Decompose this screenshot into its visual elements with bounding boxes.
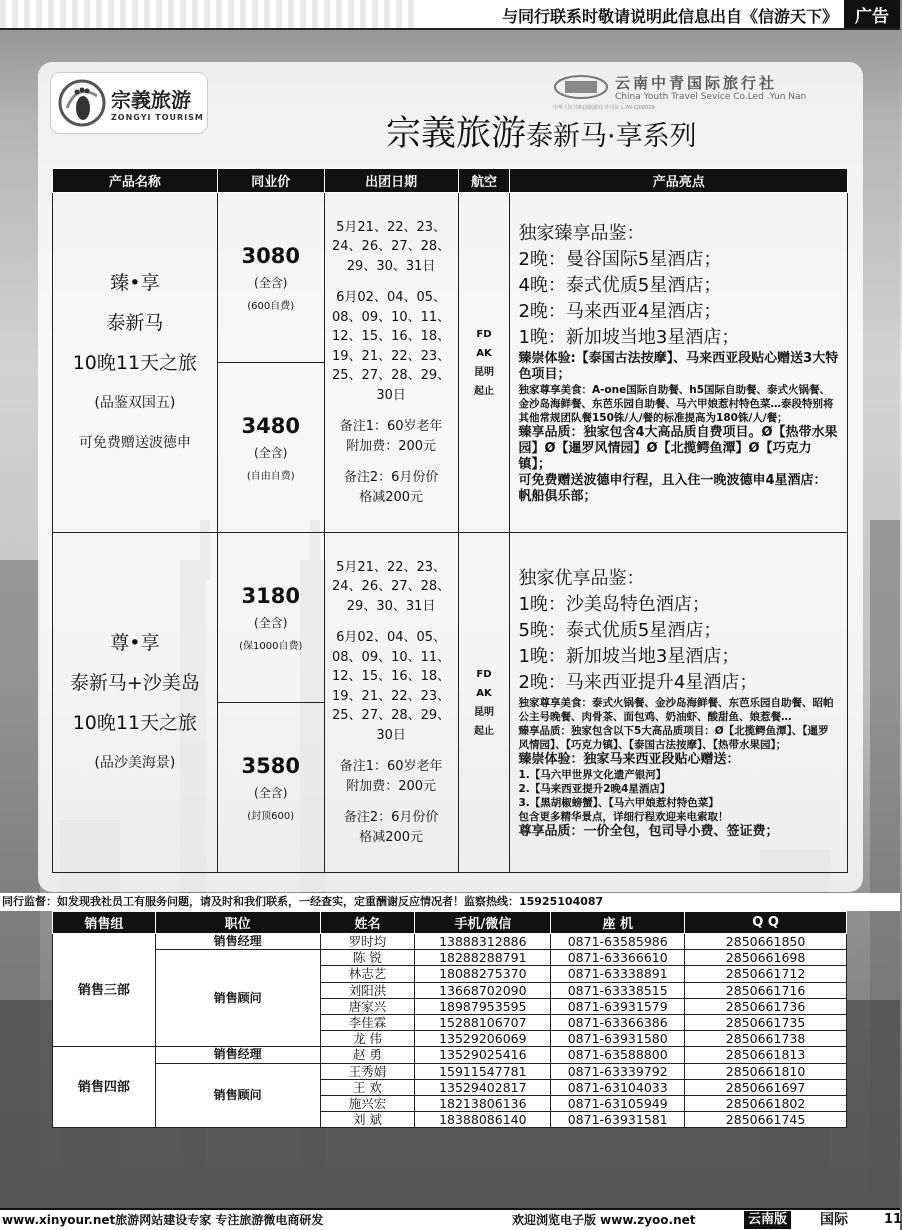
highlight-hotel: 1晚：沙美岛特色酒店； [518,593,710,615]
price-note: (全含) [254,785,288,800]
qq-cell: 2850661850 [685,934,847,950]
qq-cell: 2850661810 [685,1063,847,1079]
mobile-cell: 18288288791 [415,950,551,966]
date-line: 29、30、31日 [346,598,436,614]
price-note: (全含) [254,615,288,630]
price-cell [217,193,324,363]
remark-line: 格减200元 [359,489,424,505]
name-cell: 施兴宏 [320,1095,415,1111]
airline-line: AK [476,347,492,359]
airline-cell [458,533,510,873]
phone-cell: 0871-63931579 [551,998,685,1014]
mobile-cell: 13529402817 [415,1079,551,1095]
price-value: 3180 [241,583,300,608]
qq-cell: 2850661716 [685,982,847,998]
role-cell: 销售经理 [155,934,320,950]
qq-cell: 2850661738 [685,1031,847,1047]
product-name-line: 泰新马 [106,311,164,334]
footprint-globe-icon [57,78,107,128]
remark-line: 附加费：200元 [346,778,437,794]
remark-line: 备注2：6月份价 [343,810,439,826]
mobile-cell: 13529206069 [415,1031,551,1047]
date-line: 12、15、16、18、 [332,669,451,685]
mobile-cell: 18987953595 [415,998,551,1014]
table-row [53,1047,847,1063]
dates-cell [324,193,458,533]
header-dept: 销售组 [53,912,156,934]
agency-license: 中华人民共和国旅游局 许可证 L-YN-CJ00019 [553,105,655,111]
mobile-cell: 13668702090 [415,982,551,998]
header-qq: Q Q [685,912,847,934]
product-name-cell [53,533,218,873]
product-name-line: 可免费赠送波德申 [78,434,191,451]
product-name-line: 尊•享 [110,631,160,654]
name-cell: 王秀娟 [320,1063,415,1079]
highlight-detail: 3.【黑胡椒螃蟹】、【马六甲娘惹村特色菜】 [518,796,719,809]
banner-pattern [0,0,420,28]
name-cell: 林志艺 [320,966,415,982]
top-banner [0,0,900,30]
product-table-header [53,169,848,193]
section-label: 国际 [820,1212,848,1228]
highlight-detail: 臻崇体验:【泰国古法按摩】、马来西亚段贴心赠送3大特色项目； [518,350,839,382]
highlight-detail: 臻崇体验：独家马来西亚段贴心赠送： [518,751,740,767]
date-line: 24、26、27、28、 [332,579,451,595]
header-role: 职位 [155,912,320,934]
ad-tag: 广告 [844,0,900,28]
mobile-cell: 18213806136 [415,1095,551,1111]
date-line: 19、21、22、23、 [332,688,451,704]
remark-line: 备注1：60岁老年 [339,419,443,435]
date-line: 19、21、22、23、 [332,348,451,364]
table-row [53,934,847,950]
highlight-hotel: 5晚：泰式优质5星酒店； [518,619,722,641]
phone-cell: 0871-63339792 [551,1063,685,1079]
header-phone: 座 机 [551,912,685,934]
header-mobile: 手机/微信 [415,912,551,934]
page-title [386,106,697,156]
header-highlights: 产品亮点 [510,169,848,193]
date-line: 08、09、10、11、 [332,309,451,325]
price-note: (全含) [254,445,288,460]
product-row [53,533,848,703]
mobile-cell: 18088275370 [415,966,551,982]
name-cell: 陈 锐 [320,950,415,966]
highlights-cell [510,533,848,873]
highlight-end: 可免费赠送波德申行程，且入住一晚波德申4星酒店：帆船俱乐部； [518,472,827,504]
phone-cell: 0871-63105949 [551,1095,685,1111]
header-price: 同业价 [217,169,324,193]
price-extra: (自由自费) [246,470,295,482]
airline-line: 昆明 [473,366,494,378]
product-table [52,168,848,873]
page-number: 11 [884,1212,902,1227]
date-line: 25、27、28、29、 [332,368,451,384]
contact-table-header [53,912,847,934]
product-name-cell [53,193,218,533]
airline-line: 昆明 [473,706,494,718]
remark-line: 备注2：6月份价 [343,470,439,486]
product-name-line: 臻•享 [110,271,160,294]
highlight-hotel: 2晚：马来西亚提升4星酒店； [518,671,758,693]
date-line: 30日 [376,727,406,743]
date-line: 08、09、10、11、 [332,649,451,665]
mobile-cell: 18388086140 [415,1112,551,1128]
price-extra: (保1000自费) [239,640,303,652]
name-cell: 罗时均 [320,934,415,950]
name-cell: 刘 斌 [320,1112,415,1128]
highlight-hotel: 2晚：曼谷国际5星酒店； [518,248,722,270]
logo-text-en: ZONGYI TOURISM [111,113,204,122]
highlight-end: 尊享品质：一价全包，包司导小费、签证费； [518,823,779,839]
airline-line: 起止 [473,725,494,737]
highlight-detail: 独家尊享美食：A-one国际自助餐、h5国际自助餐、泰式火锅餐、金沙岛海鲜餐、东芭乐园自助餐、马六甲娘惹村特色菜…泰段特别将其他常规团队餐150铢/人/餐的标准提高为180铢/人/餐； [518,383,834,424]
name-cell: 赵 勇 [320,1047,415,1063]
product-panel [38,62,863,892]
phone-cell: 0871-63366610 [551,950,685,966]
highlight-detail: 独家尊享美食：泰式火锅餐、金沙岛海鲜餐、东芭乐园自助餐、昭帕公主号晚餐、肉骨茶、面包鸡、奶油虾、酸甜鱼、娘惹餐… [518,696,834,723]
table-row [53,1063,847,1079]
header-product-name: 产品名称 [53,169,218,193]
phone-cell: 0871-63338891 [551,966,685,982]
mobile-cell: 15288106707 [415,1014,551,1030]
qq-cell: 2850661813 [685,1047,847,1063]
highlight-detail: 2.【马来西亚提升2晚4星酒店】 [518,782,671,795]
role-cell: 销售经理 [155,1047,320,1063]
footer-website-left[interactable]: www.xinyour.net旅游网站建设专家 专注旅游微电商研发 [2,1213,324,1227]
highlight-detail: 臻享品质：独家包含以下5大高品质项目：Ø【北揽鳄鱼潭】、【暹罗风情园】、【巧克力镇】、【泰国古法按摩】、【热带水果园】； [518,724,829,751]
name-cell: 刘阳洪 [320,982,415,998]
product-name-line: (品沙美海景) [94,754,176,771]
header-dates: 出团日期 [324,169,458,193]
mobile-cell: 13529025416 [415,1047,551,1063]
highlight-title: 独家优享品鉴： [518,567,645,589]
airline-line: FD [476,668,492,680]
header-name: 姓名 [320,912,415,934]
qq-cell: 2850661735 [685,1014,847,1030]
date-line: 6月02、04、05、 [336,630,447,646]
qq-cell: 2850661697 [685,1079,847,1095]
price-extra: (封顶600) [247,810,295,822]
price-extra: (600自费) [247,300,295,312]
qq-cell: 2850661712 [685,966,847,982]
price-note: (全含) [254,275,288,290]
highlight-hotel: 1晚：新加坡当地3星酒店； [518,326,740,348]
date-line: 24、26、27、28、 [332,239,451,255]
price-cell [217,363,324,533]
phone-cell: 0871-63585986 [551,934,685,950]
agency-name-en: China Youth Travel Sevice Co.Led .Yun Nan [615,92,807,102]
date-line: 12、15、16、18、 [332,329,451,345]
highlight-hotel: 4晚：泰式优质5星酒店； [518,274,722,296]
price-value: 3080 [241,243,300,268]
date-line: 29、30、31日 [346,258,436,274]
phone-cell: 0871-63104033 [551,1079,685,1095]
contact-table [52,911,847,1128]
highlight-detail: 臻享品质：独家包含4大高品质自费项目。Ø【热带水果园】Ø【暹罗风情园】Ø【北揽鳄鱼潭】Ø【巧克力镇】； [518,424,838,472]
airline-cell [458,193,510,533]
role-cell: 销售顾问 [155,950,320,1047]
highlight-hotel: 2晚：马来西亚4星酒店； [518,300,722,322]
dept-cell: 销售三部 [53,934,156,1047]
role-cell: 销售顾问 [155,1063,320,1128]
phone-cell: 0871-63931581 [551,1112,685,1128]
supervision-notice: 同行监督：如发现我社员工有服务问题，请及时和我们联系，一经查实，定重酬谢反应情况者！监察热线：15925104087 [0,893,900,911]
date-line: 25、27、28、29、 [332,708,451,724]
product-name-line: (品鉴双国五) [94,394,176,411]
product-name-line: 泰新马+沙美岛 [69,671,200,694]
price-cell [217,533,324,703]
edition-badge: 云南版 [744,1211,791,1229]
date-line: 5月21、22、23、 [336,559,447,575]
banner-notice: 与同行联系时敬请说明此信息出自《信游天下》 [501,7,838,26]
phone-cell: 0871-63931580 [551,1031,685,1047]
remark-line: 格减200元 [359,829,424,845]
header-airline: 航空 [458,169,510,193]
dept-cell: 销售四部 [53,1047,156,1128]
date-line: 30日 [376,387,406,403]
airline-line: FD [476,328,492,340]
product-row [53,193,848,363]
product-name-line: 10晚11天之旅 [72,351,198,374]
phone-cell: 0871-63588800 [551,1047,685,1063]
highlight-detail: 包含更多精华景点，详细行程欢迎来电索取！ [518,810,729,823]
date-line: 6月02、04、05、 [336,290,447,306]
dates-cell [324,533,458,873]
date-line: 5月21、22、23、 [336,219,447,235]
logo-text-cn: 宗義旅游 [111,88,191,112]
name-cell: 龙 伟 [320,1031,415,1047]
highlight-title: 独家臻享品鉴： [518,222,645,244]
qq-cell: 2850661736 [685,998,847,1014]
cyts-logo-icon [553,74,609,100]
footer-website-mid[interactable]: 欢迎浏览电子版 www.zyoo.net [512,1213,696,1227]
zongyi-logo [50,72,208,134]
phone-cell: 0871-63338515 [551,982,685,998]
title-sub: 泰新马·享系列 [526,121,697,152]
name-cell: 李佳霖 [320,1014,415,1030]
remark-line: 备注1：60岁老年 [339,759,443,775]
price-value: 3480 [241,413,300,438]
page-footer [0,1208,900,1230]
table-row [53,950,847,966]
qq-cell: 2850661802 [685,1095,847,1111]
qq-cell: 2850661745 [685,1112,847,1128]
price-value: 3580 [241,753,300,778]
mobile-cell: 13888312886 [415,934,551,950]
price-cell [217,703,324,873]
highlights-cell [510,193,848,533]
title-main: 宗義旅游 [386,114,527,154]
name-cell: 唐家兴 [320,998,415,1014]
product-name-line: 10晚11天之旅 [72,711,198,734]
qq-cell: 2850661698 [685,950,847,966]
agency-name-cn: 云南中青国际旅行社 [615,74,778,92]
highlight-hotel: 1晚：新加坡当地3星酒店； [518,645,740,667]
name-cell: 王 欢 [320,1079,415,1095]
remark-line: 附加费：200元 [346,438,437,454]
airline-line: AK [476,687,492,699]
airline-line: 起止 [473,385,494,397]
highlight-detail: 1.【马六甲世界文化遗产银河】 [518,768,667,781]
mobile-cell: 15911547781 [415,1063,551,1079]
phone-cell: 0871-63366386 [551,1014,685,1030]
